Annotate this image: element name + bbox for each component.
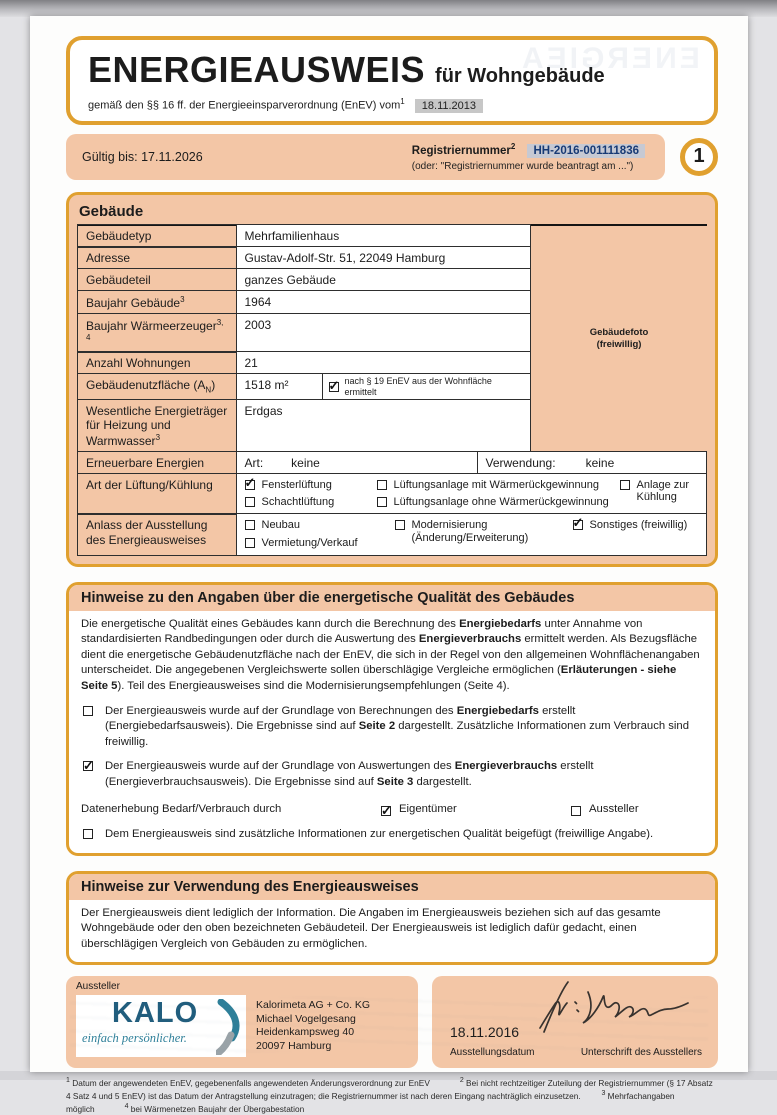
page-title-suffix: für Wohngebäude xyxy=(435,65,605,87)
checkbox-energiebedarf xyxy=(83,706,93,716)
document-page xyxy=(30,16,748,1114)
checkbox-lueftung-ohne-wrg xyxy=(377,497,387,507)
registration-number-line: Registriernummer$^2$ HH-2016-001111836 xyxy=(412,142,645,157)
issuer-label: Aussteller xyxy=(76,981,120,993)
photo-top-edge xyxy=(0,0,777,17)
table-row xyxy=(77,268,531,291)
building-section-title: Gebäude xyxy=(77,200,707,226)
datenerhebung-row: Datenerhebung Bedarf/Verbrauch durch ✓ Eigentümer Aussteller xyxy=(81,802,703,818)
row-label: Baujahr Wärmeerzeuger$^{3, 4}$ xyxy=(77,313,237,353)
checkbox-neubau xyxy=(245,520,255,530)
zusatzinfo-item: Dem Energieausweis sind zusätzliche Informationen zur energetischen Qualität beigefügt (freiwillige Angabe). xyxy=(81,827,703,843)
table-row xyxy=(77,224,531,247)
signature-label: Unterschrift des Ausstellers xyxy=(580,1047,702,1059)
issue-date-label: Ausstellungsdatum xyxy=(450,1047,535,1059)
checkbox-energieverbrauch xyxy=(83,761,93,771)
row-label: Baujahr Gebäude$^3$ xyxy=(77,290,237,314)
floor-area-value: 1518 m² xyxy=(237,374,323,400)
bleed-through-text: ENERGIEA xyxy=(519,42,700,75)
law-reference: gemäß den §§ 16 ff. der Energieeinsparverordnung (EnEV) vom$^1$ 18.11.2013 xyxy=(88,97,696,112)
signature-icon xyxy=(530,978,700,1036)
issue-date: 18.11.2016 xyxy=(450,1024,520,1041)
checkbox-zusatzinfo xyxy=(83,829,93,839)
table-row-anlass: Anlass der Ausstellung des Energieausweises Neubau Vermietung/Verkauf Modernisierung (Änderung/Erweiterung) ✓ Sonstiges (freiwillig) xyxy=(77,513,707,555)
kalo-swoosh-icon xyxy=(216,999,242,1055)
usage-notes-title: Hinweise zur Verwendung des Energieausweises xyxy=(69,874,715,900)
row-label: Gebäudetyp xyxy=(77,224,237,247)
building-section xyxy=(66,192,718,567)
kalo-logo xyxy=(76,995,246,1057)
row-value: Mehrfamilienhaus xyxy=(236,224,532,247)
checkbox-sonstiges xyxy=(573,520,583,530)
table-row xyxy=(77,246,531,269)
quality-notes-section xyxy=(66,582,718,856)
row-value: 21 xyxy=(236,351,532,374)
table-row xyxy=(77,351,531,374)
registration-alt-note: (oder: "Registriernummer wurde beantragt am ...") xyxy=(411,160,634,172)
kalo-logo-text: KALO xyxy=(112,997,199,1030)
table-row-erneuerbare: Erneuerbare Energien Art: keine Verwendung: keine xyxy=(77,451,707,474)
checkbox-eigentuemer xyxy=(381,806,391,816)
enev-date: 18.11.2013 xyxy=(415,99,483,113)
checkbox-modernisierung xyxy=(395,520,405,530)
page-number-badge: 1 xyxy=(680,138,718,176)
checkbox-schachtlueftung xyxy=(245,497,255,507)
page-title: ENERGIEAUSWEIS xyxy=(88,49,426,90)
quality-notes-intro: Die energetische Qualität eines Gebäudes kann durch die Berechnung des Energiebedarfs unter Annahme von standardisierten Randbedingungen oder durch die Auswertung des Energieverbrauchs ermittelt werden. Als Bezugsfläche dient die energetische Gebäudenutzfläche nach der EnEV, die sich in der Regel von den allgemeinen Wohnflächenangaben unterscheidet. Die angegebenen Vergleichswerte sollen überschlägige Vergleiche ermöglichen (Erläuterungen - siehe Seite 5). Teil des Energieausweises sind die Modernisierungsempfehlungen (Seite 4). xyxy=(81,617,700,692)
checkbox-fensterlueftung xyxy=(245,480,255,490)
building-photo-placeholder: Gebäudefoto (freiwillig) xyxy=(589,326,649,350)
row-label: Anzahl Wohnungen xyxy=(77,351,237,374)
usage-notes-section xyxy=(66,871,718,966)
checkbox-lueftung-mit-wrg xyxy=(377,480,387,490)
table-row-lueftung: Art der Lüftung/Kühlung ✓ Fensterlüftung Schachtlüftung Lüftungsanlage mit Wärmerückgewinnung Lüftungsanlage ohne Wärmerückgewinnung Anlage zur Kühlung xyxy=(77,473,707,515)
row-value: Erdgas xyxy=(236,399,532,452)
kalo-tagline: einfach persönlicher. xyxy=(82,1031,187,1046)
title-box xyxy=(66,36,718,125)
table-row-energietraeger xyxy=(77,399,531,452)
footnotes: $^1$ Datum der angewendeten EnEV, gegebenenfalls angewendeten Änderungsverordnung zur EnEV $^2$ Bei nicht rechtzeitiger Zuteilung der Registriernummer (§ 17 Absatz 4 Satz 4 und 5 EnEV) ist das Datum der Antragstellung einzutragen; die Registriernummer ist nach deren Eingang nachträglich einzusetzen. $^3$ Mehrfachangaben möglich $^4$ bei Wärmenetzen Baujahr der Übergabestation xyxy=(66,1077,713,1114)
row-value: 1964 xyxy=(236,290,532,314)
registration-band xyxy=(66,134,665,180)
checkbox-label: nach § 19 EnEV aus der Wohnfläche ermittelt xyxy=(344,375,492,397)
table-row xyxy=(77,290,531,314)
verbrauch-item: ✓ Der Energieausweis wurde auf der Grundlage von Auswertungen des Energieverbrauchs erstellt (Energieverbrauchsausweis). Die Ergebnisse sind auf Seite 3 dargestellt. xyxy=(81,759,703,790)
quality-notes-title: Hinweise zu den Angaben über die energetische Qualität des Gebäudes xyxy=(69,585,715,611)
row-value: ganzes Gebäude xyxy=(236,268,532,291)
row-value: 2003 xyxy=(236,313,532,353)
bedarf-item: Der Energieausweis wurde auf der Grundlage von Berechnungen des Energiebedarfs erstellt (Energiebedarfsausweis). Die Ergebnisse sind auf Seite 2 dargestellt. Zusätzliche Informationen zum Verbrauch sind freiwillig. xyxy=(81,704,703,751)
checkbox-aussteller xyxy=(571,806,581,816)
row-label: Gebäudeteil xyxy=(77,268,237,291)
checkbox-vermietung xyxy=(245,538,255,548)
row-label: Erneuerbare Energien xyxy=(77,451,237,474)
table-row-nutzflaeche xyxy=(77,373,531,401)
usage-notes-body: Der Energieausweis dient lediglich der Information. Die Angaben im Energieausweis beziehen sich auf das gesamte Wohngebäude oder den oben bezeichneten Gebäudeteil. Der Energieausweis ist lediglich dafür gedacht, einen überschlägigen Vergleich von Gebäuden zu ermöglichen. xyxy=(81,906,661,950)
row-label: Gebäudenutzfläche $(A_N)$ xyxy=(77,373,237,401)
row-label: Anlass der Ausstellung des Energieausweises xyxy=(77,513,237,555)
table-row xyxy=(77,313,531,353)
date-signature-box xyxy=(432,976,718,1068)
issuer-box xyxy=(66,976,418,1068)
row-value: Gustav-Adolf-Str. 51, 22049 Hamburg xyxy=(236,246,532,269)
checkbox-wohnflaeche xyxy=(329,382,339,392)
issuer-address: Kalorimeta AG + Co. KG Michael Vogelgesang Heidenkampsweg 40 20097 Hamburg xyxy=(256,999,371,1052)
row-label: Adresse xyxy=(77,246,237,269)
row-label: Wesentliche Energieträger für Heizung und Warmwasser$^3$ xyxy=(77,399,237,452)
registration-number: HH-2016-001111836 xyxy=(527,144,645,158)
checkbox-anlage-kuehlung xyxy=(620,480,630,490)
row-label: Art der Lüftung/Kühlung xyxy=(77,473,237,515)
valid-until: Gültig bis: 17.11.2026 xyxy=(82,149,203,164)
